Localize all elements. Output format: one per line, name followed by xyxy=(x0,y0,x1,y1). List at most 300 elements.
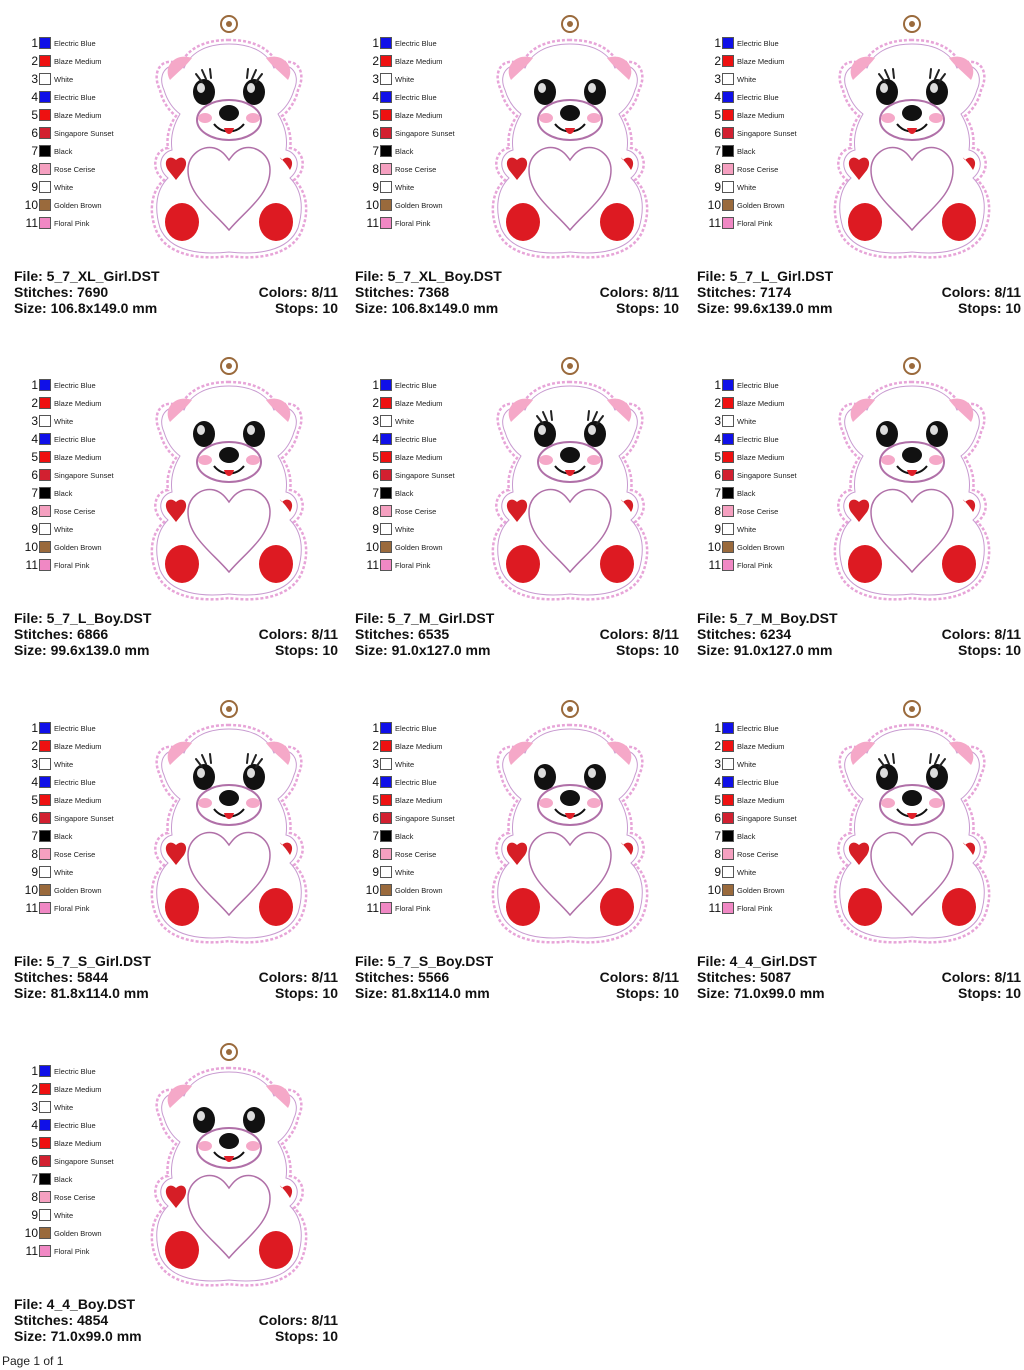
palette-row xyxy=(703,142,833,160)
palette-number: 10 xyxy=(365,540,379,554)
palette-color-name: Black xyxy=(737,488,756,498)
color-swatch xyxy=(380,812,392,824)
palette-row xyxy=(20,1098,150,1116)
palette-row xyxy=(361,827,491,845)
palette-row xyxy=(361,520,491,538)
color-swatch xyxy=(39,523,51,535)
palette-row xyxy=(361,142,491,160)
color-swatch xyxy=(39,1137,51,1149)
palette-color-name: Electric Blue xyxy=(737,380,779,390)
color-swatch xyxy=(722,181,734,193)
palette-number: 5 xyxy=(714,793,721,807)
color-count: Colors: 8/11 xyxy=(599,969,679,985)
bear-design-preview xyxy=(825,695,999,947)
color-swatch xyxy=(722,541,734,553)
color-swatch xyxy=(39,812,51,824)
palette-number: 6 xyxy=(372,126,379,140)
color-count: Colors: 8/11 xyxy=(258,969,338,985)
palette-color-name: Black xyxy=(737,831,756,841)
palette-row xyxy=(703,719,833,737)
color-swatch xyxy=(380,884,392,896)
color-count: Colors: 8/11 xyxy=(941,284,1021,300)
palette-row xyxy=(361,34,491,52)
palette-color-name: Electric Blue xyxy=(54,723,96,733)
stitch-count: Stitches: 5566 xyxy=(355,969,450,985)
palette-number: 9 xyxy=(372,865,379,879)
design-card xyxy=(351,695,681,1001)
color-swatch xyxy=(380,848,392,860)
color-swatch xyxy=(722,163,734,175)
design-card xyxy=(351,352,681,658)
palette-number: 10 xyxy=(707,198,721,212)
palette-color-name: Golden Brown xyxy=(737,885,785,895)
color-palette xyxy=(20,719,150,917)
color-swatch xyxy=(39,1155,51,1167)
palette-color-name: Golden Brown xyxy=(737,542,785,552)
palette-number: 1 xyxy=(372,378,379,392)
palette-row xyxy=(20,160,150,178)
palette-number: 11 xyxy=(366,901,379,915)
palette-number: 10 xyxy=(24,1226,38,1240)
color-swatch xyxy=(39,379,51,391)
color-swatch xyxy=(722,523,734,535)
palette-row xyxy=(703,845,833,863)
palette-color-name: Floral Pink xyxy=(737,903,773,913)
palette-color-name: Golden Brown xyxy=(395,885,443,895)
palette-number: 11 xyxy=(25,1244,38,1258)
design-size: Size: 71.0x99.0 mm xyxy=(697,985,825,1001)
color-swatch xyxy=(39,1245,51,1257)
palette-row xyxy=(361,881,491,899)
palette-number: 3 xyxy=(372,757,379,771)
palette-row xyxy=(361,809,491,827)
palette-color-name: White xyxy=(54,759,74,769)
palette-number: 7 xyxy=(714,829,721,843)
color-swatch xyxy=(722,469,734,481)
palette-number: 2 xyxy=(372,739,379,753)
design-size: Size: 99.6x139.0 mm xyxy=(697,300,833,316)
palette-color-name: Floral Pink xyxy=(737,218,773,228)
palette-number: 5 xyxy=(31,793,38,807)
palette-number: 2 xyxy=(714,396,721,410)
palette-number: 1 xyxy=(372,36,379,50)
palette-number: 9 xyxy=(714,180,721,194)
palette-color-name: Rose Cerise xyxy=(395,164,437,174)
stop-count: Stops: 10 xyxy=(274,1328,338,1344)
color-swatch xyxy=(380,758,392,770)
palette-color-name: White xyxy=(54,524,74,534)
color-swatch xyxy=(722,73,734,85)
palette-row xyxy=(703,214,833,232)
palette-number: 1 xyxy=(31,36,38,50)
palette-row xyxy=(20,1224,150,1242)
bear-design-preview xyxy=(825,352,999,604)
palette-row xyxy=(20,466,150,484)
palette-number: 8 xyxy=(372,162,379,176)
palette-color-name: Blaze Medium xyxy=(737,795,785,805)
palette-row xyxy=(20,520,150,538)
color-swatch xyxy=(722,866,734,878)
palette-row xyxy=(20,1242,150,1260)
palette-color-name: Golden Brown xyxy=(54,885,102,895)
color-swatch xyxy=(39,145,51,157)
palette-color-name: Singapore Sunset xyxy=(54,470,114,480)
palette-color-name: Floral Pink xyxy=(395,560,431,570)
color-swatch xyxy=(39,505,51,517)
stitch-count: Stitches: 6535 xyxy=(355,626,450,642)
palette-number: 10 xyxy=(365,198,379,212)
palette-row xyxy=(20,538,150,556)
palette-row xyxy=(361,376,491,394)
palette-row xyxy=(20,1080,150,1098)
palette-row xyxy=(20,809,150,827)
palette-row xyxy=(20,88,150,106)
color-swatch xyxy=(39,433,51,445)
palette-number: 4 xyxy=(714,775,721,789)
palette-color-name: Floral Pink xyxy=(54,218,90,228)
color-swatch xyxy=(722,379,734,391)
color-swatch xyxy=(39,1173,51,1185)
hanging-loop xyxy=(221,1044,237,1060)
palette-color-name: Blaze Medium xyxy=(54,741,102,751)
bear-design-preview xyxy=(483,10,657,262)
stop-count: Stops: 10 xyxy=(957,985,1021,1001)
palette-number: 7 xyxy=(31,1172,38,1186)
color-swatch xyxy=(722,884,734,896)
palette-color-name: White xyxy=(395,182,415,192)
color-swatch xyxy=(39,37,51,49)
palette-row xyxy=(361,412,491,430)
color-swatch xyxy=(380,740,392,752)
color-swatch xyxy=(380,415,392,427)
palette-row xyxy=(703,178,833,196)
palette-color-name: White xyxy=(395,759,415,769)
palette-number: 8 xyxy=(31,847,38,861)
palette-row xyxy=(703,52,833,70)
palette-row xyxy=(703,106,833,124)
palette-row xyxy=(20,845,150,863)
palette-color-name: Blaze Medium xyxy=(737,741,785,751)
palette-number: 9 xyxy=(714,522,721,536)
palette-row xyxy=(20,899,150,917)
palette-row xyxy=(361,773,491,791)
bear-design-preview xyxy=(142,695,316,947)
design-size: Size: 91.0x127.0 mm xyxy=(355,642,491,658)
palette-row xyxy=(703,412,833,430)
file-name: File: 5_7_S_Girl.DST xyxy=(14,953,151,969)
palette-row xyxy=(361,466,491,484)
palette-color-name: Singapore Sunset xyxy=(737,470,797,480)
design-size: Size: 81.8x114.0 mm xyxy=(355,985,490,1001)
design-card xyxy=(10,10,340,316)
palette-number: 5 xyxy=(372,450,379,464)
design-card xyxy=(693,10,1023,316)
palette-row xyxy=(20,142,150,160)
palette-color-name: Electric Blue xyxy=(395,92,437,102)
palette-number: 2 xyxy=(31,396,38,410)
bear-design-preview xyxy=(483,695,657,947)
palette-number: 5 xyxy=(31,1136,38,1150)
color-swatch xyxy=(39,794,51,806)
color-swatch xyxy=(39,1209,51,1221)
palette-number: 7 xyxy=(714,486,721,500)
palette-row xyxy=(703,791,833,809)
color-swatch xyxy=(39,415,51,427)
color-swatch xyxy=(39,1227,51,1239)
palette-row xyxy=(703,899,833,917)
palette-color-name: White xyxy=(54,182,74,192)
color-palette xyxy=(703,719,833,917)
palette-row xyxy=(361,719,491,737)
color-swatch xyxy=(39,722,51,734)
palette-number: 6 xyxy=(31,468,38,482)
color-swatch xyxy=(380,433,392,445)
design-card xyxy=(693,352,1023,658)
palette-row xyxy=(361,899,491,917)
palette-row xyxy=(703,394,833,412)
color-palette xyxy=(20,376,150,574)
design-size: Size: 106.8x149.0 mm xyxy=(355,300,499,316)
hanging-loop xyxy=(562,16,578,32)
color-swatch xyxy=(39,776,51,788)
palette-row xyxy=(703,160,833,178)
color-swatch xyxy=(722,559,734,571)
palette-number: 4 xyxy=(372,432,379,446)
palette-row xyxy=(20,1116,150,1134)
palette-number: 6 xyxy=(31,1154,38,1168)
color-swatch xyxy=(380,217,392,229)
color-swatch xyxy=(722,199,734,211)
color-palette xyxy=(20,1062,150,1260)
color-count: Colors: 8/11 xyxy=(258,626,338,642)
palette-row xyxy=(20,1188,150,1206)
palette-number: 11 xyxy=(708,901,721,915)
palette-row xyxy=(20,196,150,214)
design-card xyxy=(693,695,1023,1001)
palette-number: 9 xyxy=(714,865,721,879)
palette-color-name: White xyxy=(54,867,74,877)
palette-number: 5 xyxy=(372,108,379,122)
palette-row xyxy=(361,160,491,178)
palette-row xyxy=(361,196,491,214)
design-size: Size: 71.0x99.0 mm xyxy=(14,1328,142,1344)
palette-number: 9 xyxy=(31,522,38,536)
palette-number: 2 xyxy=(31,739,38,753)
palette-number: 11 xyxy=(25,901,38,915)
palette-row xyxy=(20,178,150,196)
color-swatch xyxy=(39,451,51,463)
palette-color-name: White xyxy=(737,867,757,877)
palette-number: 3 xyxy=(714,414,721,428)
file-name: File: 5_7_M_Girl.DST xyxy=(355,610,495,626)
palette-row xyxy=(361,863,491,881)
stitch-count: Stitches: 5844 xyxy=(14,969,109,985)
palette-color-name: Blaze Medium xyxy=(54,1138,102,1148)
color-swatch xyxy=(380,505,392,517)
stitch-count: Stitches: 5087 xyxy=(697,969,792,985)
palette-color-name: Black xyxy=(737,146,756,156)
palette-number: 9 xyxy=(372,180,379,194)
palette-row xyxy=(361,430,491,448)
color-palette xyxy=(361,34,491,232)
palette-color-name: Blaze Medium xyxy=(737,452,785,462)
palette-color-name: Electric Blue xyxy=(54,1120,96,1130)
stitch-count: Stitches: 6234 xyxy=(697,626,792,642)
color-swatch xyxy=(380,541,392,553)
palette-row xyxy=(20,502,150,520)
palette-color-name: Electric Blue xyxy=(54,777,96,787)
palette-color-name: Rose Cerise xyxy=(737,849,779,859)
palette-row xyxy=(20,791,150,809)
bear-design-preview xyxy=(142,1038,316,1290)
color-swatch xyxy=(39,848,51,860)
palette-row xyxy=(703,376,833,394)
palette-number: 5 xyxy=(31,450,38,464)
palette-number: 11 xyxy=(366,216,379,230)
palette-number: 7 xyxy=(372,486,379,500)
palette-row xyxy=(703,448,833,466)
palette-color-name: Blaze Medium xyxy=(395,741,443,751)
palette-color-name: Electric Blue xyxy=(54,380,96,390)
color-swatch xyxy=(722,740,734,752)
palette-number: 6 xyxy=(714,811,721,825)
palette-color-name: Floral Pink xyxy=(54,560,90,570)
color-swatch xyxy=(380,794,392,806)
palette-number: 3 xyxy=(372,72,379,86)
palette-number: 5 xyxy=(31,108,38,122)
color-swatch xyxy=(722,812,734,824)
color-swatch xyxy=(722,794,734,806)
palette-number: 3 xyxy=(714,72,721,86)
color-swatch xyxy=(380,199,392,211)
color-palette xyxy=(703,34,833,232)
color-swatch xyxy=(380,469,392,481)
palette-row xyxy=(20,34,150,52)
palette-row xyxy=(703,737,833,755)
palette-color-name: Singapore Sunset xyxy=(395,470,455,480)
palette-number: 1 xyxy=(31,721,38,735)
palette-color-name: Blaze Medium xyxy=(54,795,102,805)
palette-row xyxy=(20,755,150,773)
palette-color-name: Golden Brown xyxy=(395,200,443,210)
color-swatch xyxy=(39,127,51,139)
palette-row xyxy=(20,106,150,124)
color-swatch xyxy=(380,109,392,121)
palette-row xyxy=(703,430,833,448)
color-swatch xyxy=(380,902,392,914)
color-swatch xyxy=(39,199,51,211)
palette-row xyxy=(703,556,833,574)
palette-color-name: Blaze Medium xyxy=(737,110,785,120)
palette-row xyxy=(20,484,150,502)
design-size: Size: 99.6x139.0 mm xyxy=(14,642,150,658)
color-swatch xyxy=(722,487,734,499)
color-count: Colors: 8/11 xyxy=(258,284,338,300)
palette-row xyxy=(361,538,491,556)
palette-color-name: Rose Cerise xyxy=(54,1192,96,1202)
palette-number: 2 xyxy=(372,54,379,68)
palette-number: 6 xyxy=(372,811,379,825)
color-swatch xyxy=(380,722,392,734)
palette-color-name: Golden Brown xyxy=(54,1228,102,1238)
color-swatch xyxy=(722,91,734,103)
palette-color-name: Blaze Medium xyxy=(54,452,102,462)
color-palette xyxy=(361,376,491,574)
stop-count: Stops: 10 xyxy=(615,300,679,316)
palette-color-name: Electric Blue xyxy=(395,723,437,733)
color-swatch xyxy=(722,722,734,734)
color-swatch xyxy=(380,523,392,535)
palette-number: 1 xyxy=(714,36,721,50)
palette-row xyxy=(703,863,833,881)
palette-number: 10 xyxy=(24,540,38,554)
stop-count: Stops: 10 xyxy=(615,642,679,658)
palette-color-name: Electric Blue xyxy=(737,38,779,48)
palette-color-name: White xyxy=(395,74,415,84)
palette-number: 10 xyxy=(24,883,38,897)
stop-count: Stops: 10 xyxy=(274,300,338,316)
palette-row xyxy=(361,556,491,574)
color-swatch xyxy=(39,541,51,553)
color-swatch xyxy=(39,1119,51,1131)
stop-count: Stops: 10 xyxy=(274,985,338,1001)
color-count: Colors: 8/11 xyxy=(599,284,679,300)
palette-color-name: White xyxy=(395,524,415,534)
palette-color-name: Electric Blue xyxy=(54,38,96,48)
color-swatch xyxy=(39,559,51,571)
hanging-loop xyxy=(221,701,237,717)
palette-color-name: Singapore Sunset xyxy=(54,1156,114,1166)
color-swatch xyxy=(380,163,392,175)
palette-color-name: Blaze Medium xyxy=(54,56,102,66)
palette-number: 6 xyxy=(31,811,38,825)
palette-row xyxy=(20,863,150,881)
palette-color-name: Floral Pink xyxy=(395,218,431,228)
palette-row xyxy=(703,809,833,827)
palette-number: 7 xyxy=(31,144,38,158)
palette-number: 11 xyxy=(366,558,379,572)
file-name: File: 5_7_XL_Girl.DST xyxy=(14,268,160,284)
palette-color-name: White xyxy=(737,74,757,84)
bear-design-preview xyxy=(142,10,316,262)
palette-number: 2 xyxy=(31,54,38,68)
palette-color-name: White xyxy=(737,524,757,534)
palette-number: 6 xyxy=(31,126,38,140)
palette-row xyxy=(20,52,150,70)
file-name: File: 4_4_Boy.DST xyxy=(14,1296,136,1312)
palette-number: 11 xyxy=(25,216,38,230)
design-size: Size: 81.8x114.0 mm xyxy=(14,985,149,1001)
color-swatch xyxy=(380,866,392,878)
palette-number: 8 xyxy=(31,504,38,518)
color-swatch xyxy=(39,866,51,878)
palette-row xyxy=(361,394,491,412)
color-swatch xyxy=(380,379,392,391)
palette-color-name: Electric Blue xyxy=(737,92,779,102)
palette-number: 4 xyxy=(372,90,379,104)
palette-color-name: Singapore Sunset xyxy=(395,128,455,138)
color-swatch xyxy=(39,758,51,770)
palette-color-name: Black xyxy=(54,146,73,156)
palette-number: 2 xyxy=(714,739,721,753)
palette-row xyxy=(361,737,491,755)
palette-number: 5 xyxy=(714,450,721,464)
palette-row xyxy=(361,214,491,232)
palette-row xyxy=(703,755,833,773)
palette-row xyxy=(20,556,150,574)
palette-number: 9 xyxy=(31,180,38,194)
palette-number: 4 xyxy=(31,1118,38,1132)
